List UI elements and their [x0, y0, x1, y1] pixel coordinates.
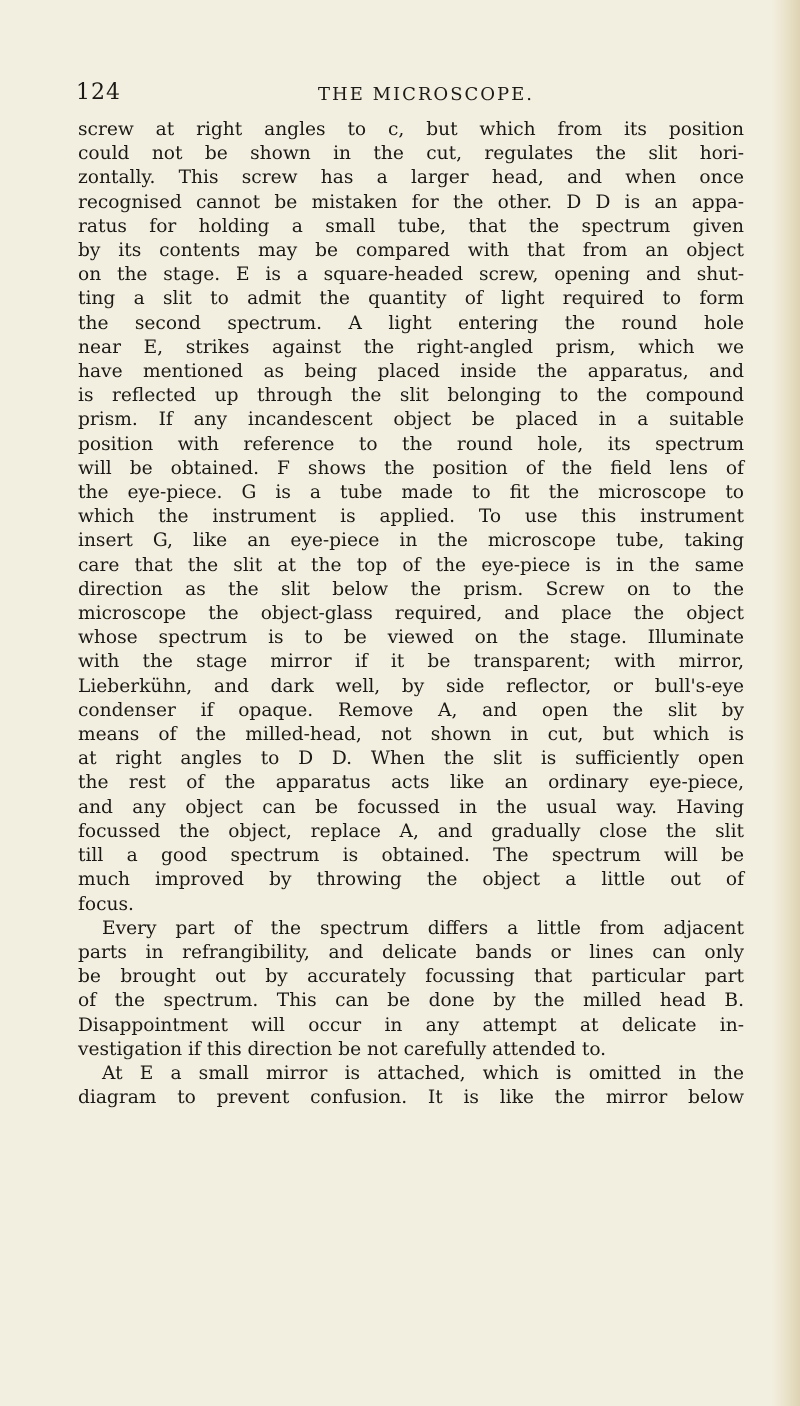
text-line: the eye-piece. G is a tube made to fit the microscope to — [78, 482, 744, 504]
page-number: 124 — [76, 80, 121, 105]
text-line: which the instrument is applied. To use this instrument — [78, 506, 744, 528]
text-line: zontally. This screw has a larger head, and when once — [78, 167, 744, 189]
text-line: have mentioned as being placed inside the apparatus, and — [78, 361, 744, 383]
text-line: is reflected up through the slit belonging to the compound — [78, 385, 744, 407]
text-line: till a good spectrum is obtained. The spectrum will be — [78, 845, 744, 867]
text-line: will be obtained. F shows the position of the field lens of — [78, 457, 744, 479]
text-line: be brought out by accurately focussing that particular part — [78, 966, 744, 988]
text-line: near E, strikes against the right-angled prism, which we — [78, 336, 744, 358]
text-line: whose spectrum is to be viewed on the stage. Illuminate — [78, 627, 744, 649]
text-line: position with reference to the round hole, its spectrum — [78, 433, 744, 455]
text-line: means of the milled-head, not shown in cut, but which is — [78, 724, 744, 746]
text-line: at right angles to D D. When the slit is sufficiently open — [78, 748, 744, 770]
text-line: the second spectrum. A light entering the round hole — [78, 312, 744, 334]
text-line: care that the slit at the top of the eye-piece is in the same — [78, 554, 744, 576]
text-line: screw at right angles to c, but which from its position — [78, 119, 744, 140]
paragraph-start-line: Every part of the spectrum differs a little from adjacent — [102, 917, 744, 939]
text-line: parts in refrangibility, and delicate bands or lines can only — [78, 941, 744, 963]
text-line: could not be shown in the cut, regulates the slit hori- — [78, 143, 744, 165]
paragraph-start-line: At E a small mirror is attached, which is omitted in the — [102, 1062, 744, 1084]
text-line: microscope the object-glass required, and place the object — [78, 603, 744, 625]
text-line: Disappointment will occur in any attempt at delicate in- — [78, 1014, 744, 1036]
text-line: the rest of the apparatus acts like an ordinary eye-piece, — [78, 772, 744, 794]
text-line: much improved by throwing the object a little out of — [78, 869, 744, 891]
text-line: prism. If any incandescent object be placed in a suitable — [78, 409, 744, 431]
text-line: on the stage. E is a square-headed screw, opening and shut- — [78, 264, 744, 286]
text-line: condenser if opaque. Remove A, and open the slit by — [78, 699, 744, 721]
text-line: by its contents may be compared with that from an object — [78, 240, 744, 262]
text-line: direction as the slit below the prism. Screw on to the — [78, 578, 744, 600]
running-head: THE MICROSCOPE. — [318, 84, 535, 105]
text-line: ratus for holding a small tube, that the spectrum given — [78, 215, 744, 237]
paragraph-end-line: focus. — [78, 893, 134, 915]
text-line: ting a slit to admit the quantity of light required to form — [78, 288, 744, 310]
text-line: recognised cannot be mistaken for the other. D D is an appa- — [78, 191, 744, 213]
text-line: and any object can be focussed in the usual way. Having — [78, 796, 744, 818]
page-edge-shadow — [772, 0, 800, 1406]
text-line: of the spectrum. This can be done by the milled head B. — [78, 990, 744, 1012]
body-text — [78, 118, 744, 1110]
text-line: with the stage mirror if it be transparent; with mirror, — [78, 651, 744, 673]
text-line: diagram to prevent confusion. It is like the mirror below — [78, 1087, 744, 1109]
text-line: Lieberkühn, and dark well, by side reflector, or bull's-eye — [78, 675, 744, 697]
text-line: insert G, like an eye-piece in the microscope tube, taking — [78, 530, 744, 552]
text-line: focussed the object, replace A, and gradually close the slit — [78, 820, 744, 842]
paragraph-end-line: vestigation if this direction be not carefully attended to. — [78, 1038, 607, 1060]
